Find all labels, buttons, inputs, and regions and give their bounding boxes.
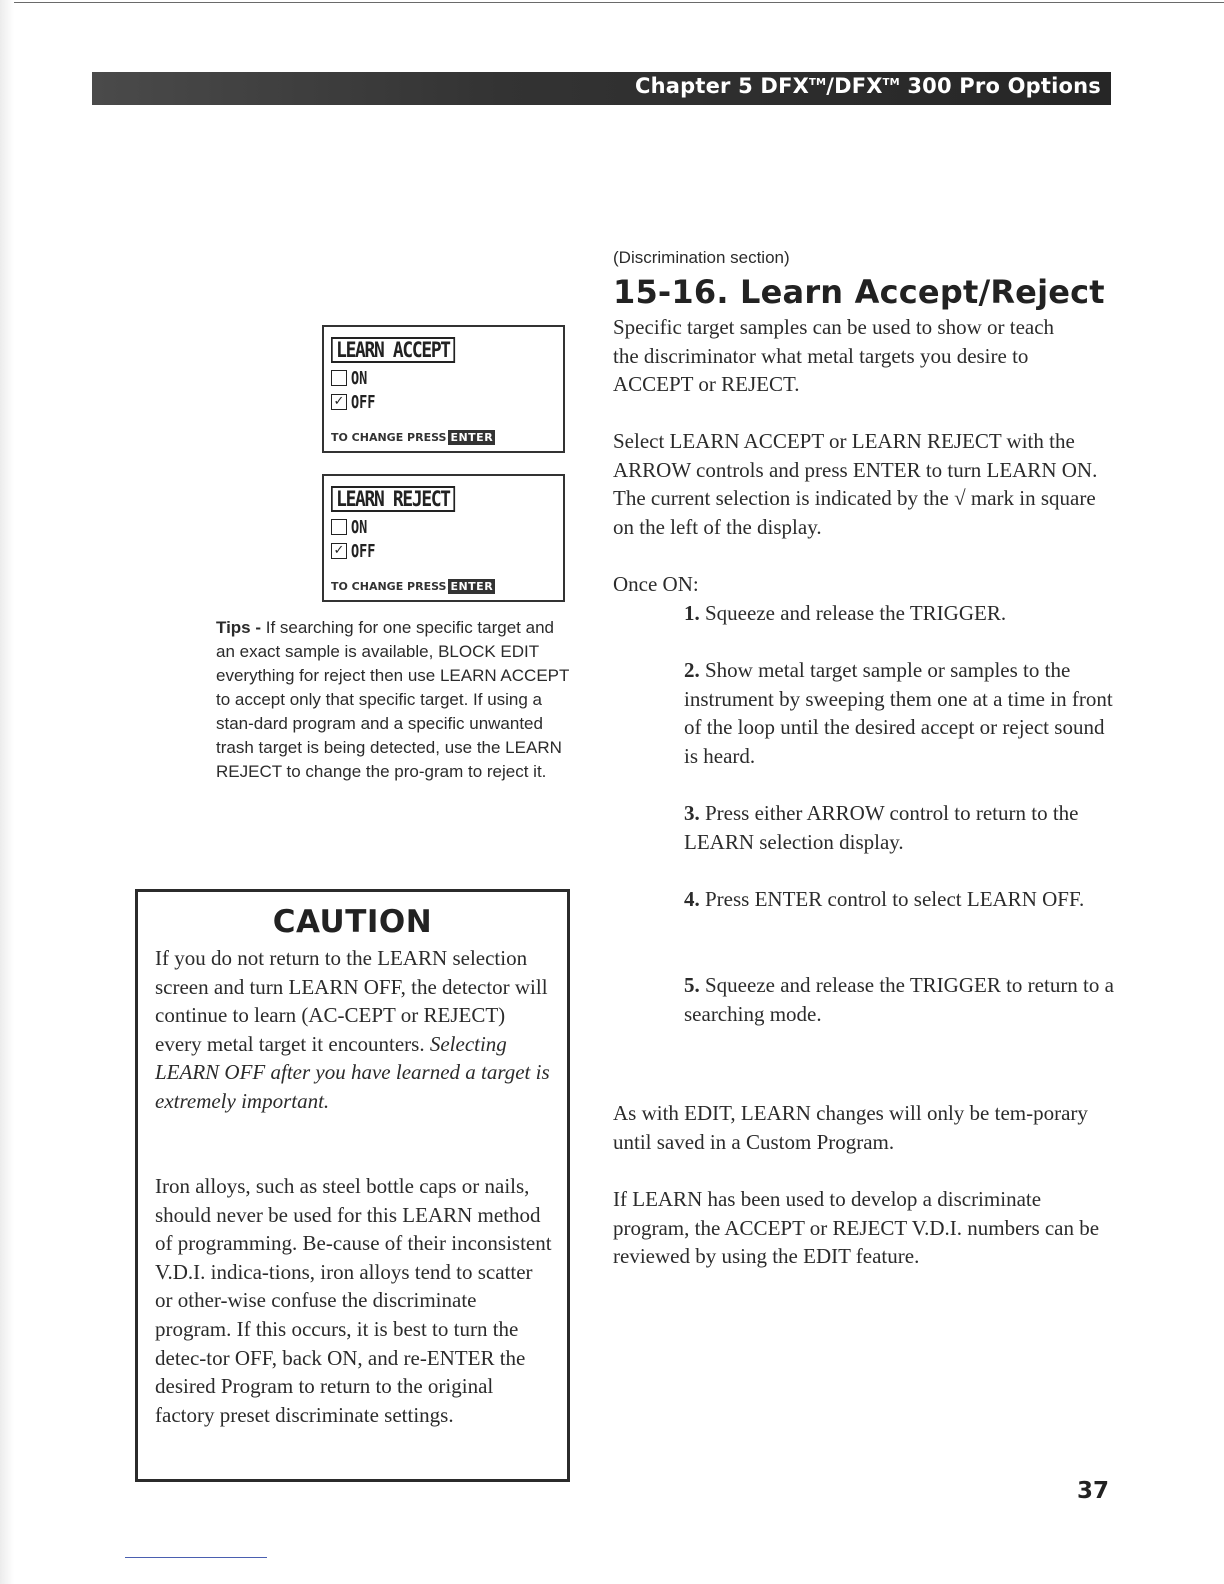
caution-paragraph-2: Iron alloys, such as steel bottle caps or nails, should never be used for this LEARN method of programming. Be-cause of their inconsistent V.D.I. indica-tions, iron alloys tend to scatter or other-wise confuse the discriminate program. If this occurs, it is best to turn the detec-tor OFF, back ON, and re-ENTER the desired Program to return to the original factory preset discriminate settings. <box>155 1174 552 1427</box>
checkbox-checked-icon: ✓ <box>331 394 347 410</box>
page-number: 37 <box>1077 1478 1110 1504</box>
once-on-label: Once ON: <box>613 572 699 596</box>
lcd-option-label: OFF <box>351 540 376 562</box>
checkbox-checked-icon: ✓ <box>331 543 347 559</box>
lcd-option-off <box>331 392 384 412</box>
lcd-option-on <box>331 368 373 388</box>
lcd-title: LEARN ACCEPT <box>331 337 455 363</box>
lcd-option-on <box>331 517 373 537</box>
bottom-rule <box>125 1557 267 1558</box>
learn-reject-display <box>322 474 565 602</box>
chapter-header-bar <box>92 72 1111 105</box>
section-title: 15-16. Learn Accept/Reject <box>613 273 1105 311</box>
tips-text: If searching for one specific target and an exact sample is available, BLOCK EDIT everything for reject then use LEARN ACCEPT to accept only that specific target. If using a stan-dard program and a specific unwanted trash target is being detected, use the LEARN REJECT to change the pro-gram to reject it. <box>216 618 570 781</box>
caution-paragraph-1: If you do not return to the LEARN selection screen and turn LEARN OFF, the detector will continue to learn (AC-CEPT or REJECT) every metal target it encounters. Selecting LEARN OFF after you have learned a target is extremely important. <box>155 946 550 1113</box>
chapter-title: Chapter 5 DFX™/DFX™ 300 Pro Options <box>635 74 1101 98</box>
learn-accept-display <box>322 325 565 453</box>
select-paragraph: Select LEARN ACCEPT or LEARN REJECT with the ARROW controls and press ENTER to turn LEARN ON. The current selection is indicated by the √ mark in square on the left of the display. <box>613 429 1098 539</box>
checkbox-unchecked-icon <box>331 519 347 535</box>
tips-label: Tips - <box>216 618 262 637</box>
caution-title: CAUTION <box>272 904 433 940</box>
lcd-title: LEARN REJECT <box>331 486 455 512</box>
enter-key-icon: ENTER <box>450 431 494 444</box>
lcd-footer: TO CHANGE PRESS ENTER <box>331 580 494 593</box>
caution-box <box>135 889 570 1482</box>
lcd-option-label: ON <box>351 516 368 538</box>
page-gutter-shadow <box>0 0 14 1584</box>
lcd-option-off <box>331 541 384 561</box>
edit-note-paragraph: As with EDIT, LEARN changes will only be tem-porary until saved in a Custom Program. <box>613 1101 1088 1154</box>
intro-paragraph: Specific target samples can be used to show or teach the discriminator what metal targets you desire to ACCEPT or REJECT. <box>613 315 1055 397</box>
checkbox-unchecked-icon <box>331 370 347 386</box>
caution-emphasis: Selecting LEARN OFF after you have learned a target is extremely important. <box>155 1031 550 1113</box>
section-label: (Discrimination section) <box>613 248 790 267</box>
review-note-paragraph: If LEARN has been used to develop a discriminate program, the ACCEPT or REJECT V.D.I. numbers can be reviewed by using the EDIT feature. <box>613 1187 1100 1269</box>
step-2: 2. Show metal target sample or samples to the instrument by sweeping them one at a time in front of the loop until the desired accept or reject sound is heard. <box>684 658 1113 768</box>
lcd-option-label: OFF <box>351 391 376 413</box>
step-3: 3. Press either ARROW control to return to the LEARN selection display. <box>684 801 1079 854</box>
step-1: 1. Squeeze and release the TRIGGER. <box>684 601 1007 625</box>
step-4: 4. Press ENTER control to select LEARN OFF. <box>684 887 1085 911</box>
lcd-option-label: ON <box>351 367 368 389</box>
top-rule <box>0 2 1224 3</box>
step-5: 5. Squeeze and release the TRIGGER to return to a searching mode. <box>684 973 1114 1026</box>
lcd-footer: TO CHANGE PRESS ENTER <box>331 431 494 444</box>
tips-note <box>216 616 576 784</box>
enter-key-icon: ENTER <box>450 580 494 593</box>
